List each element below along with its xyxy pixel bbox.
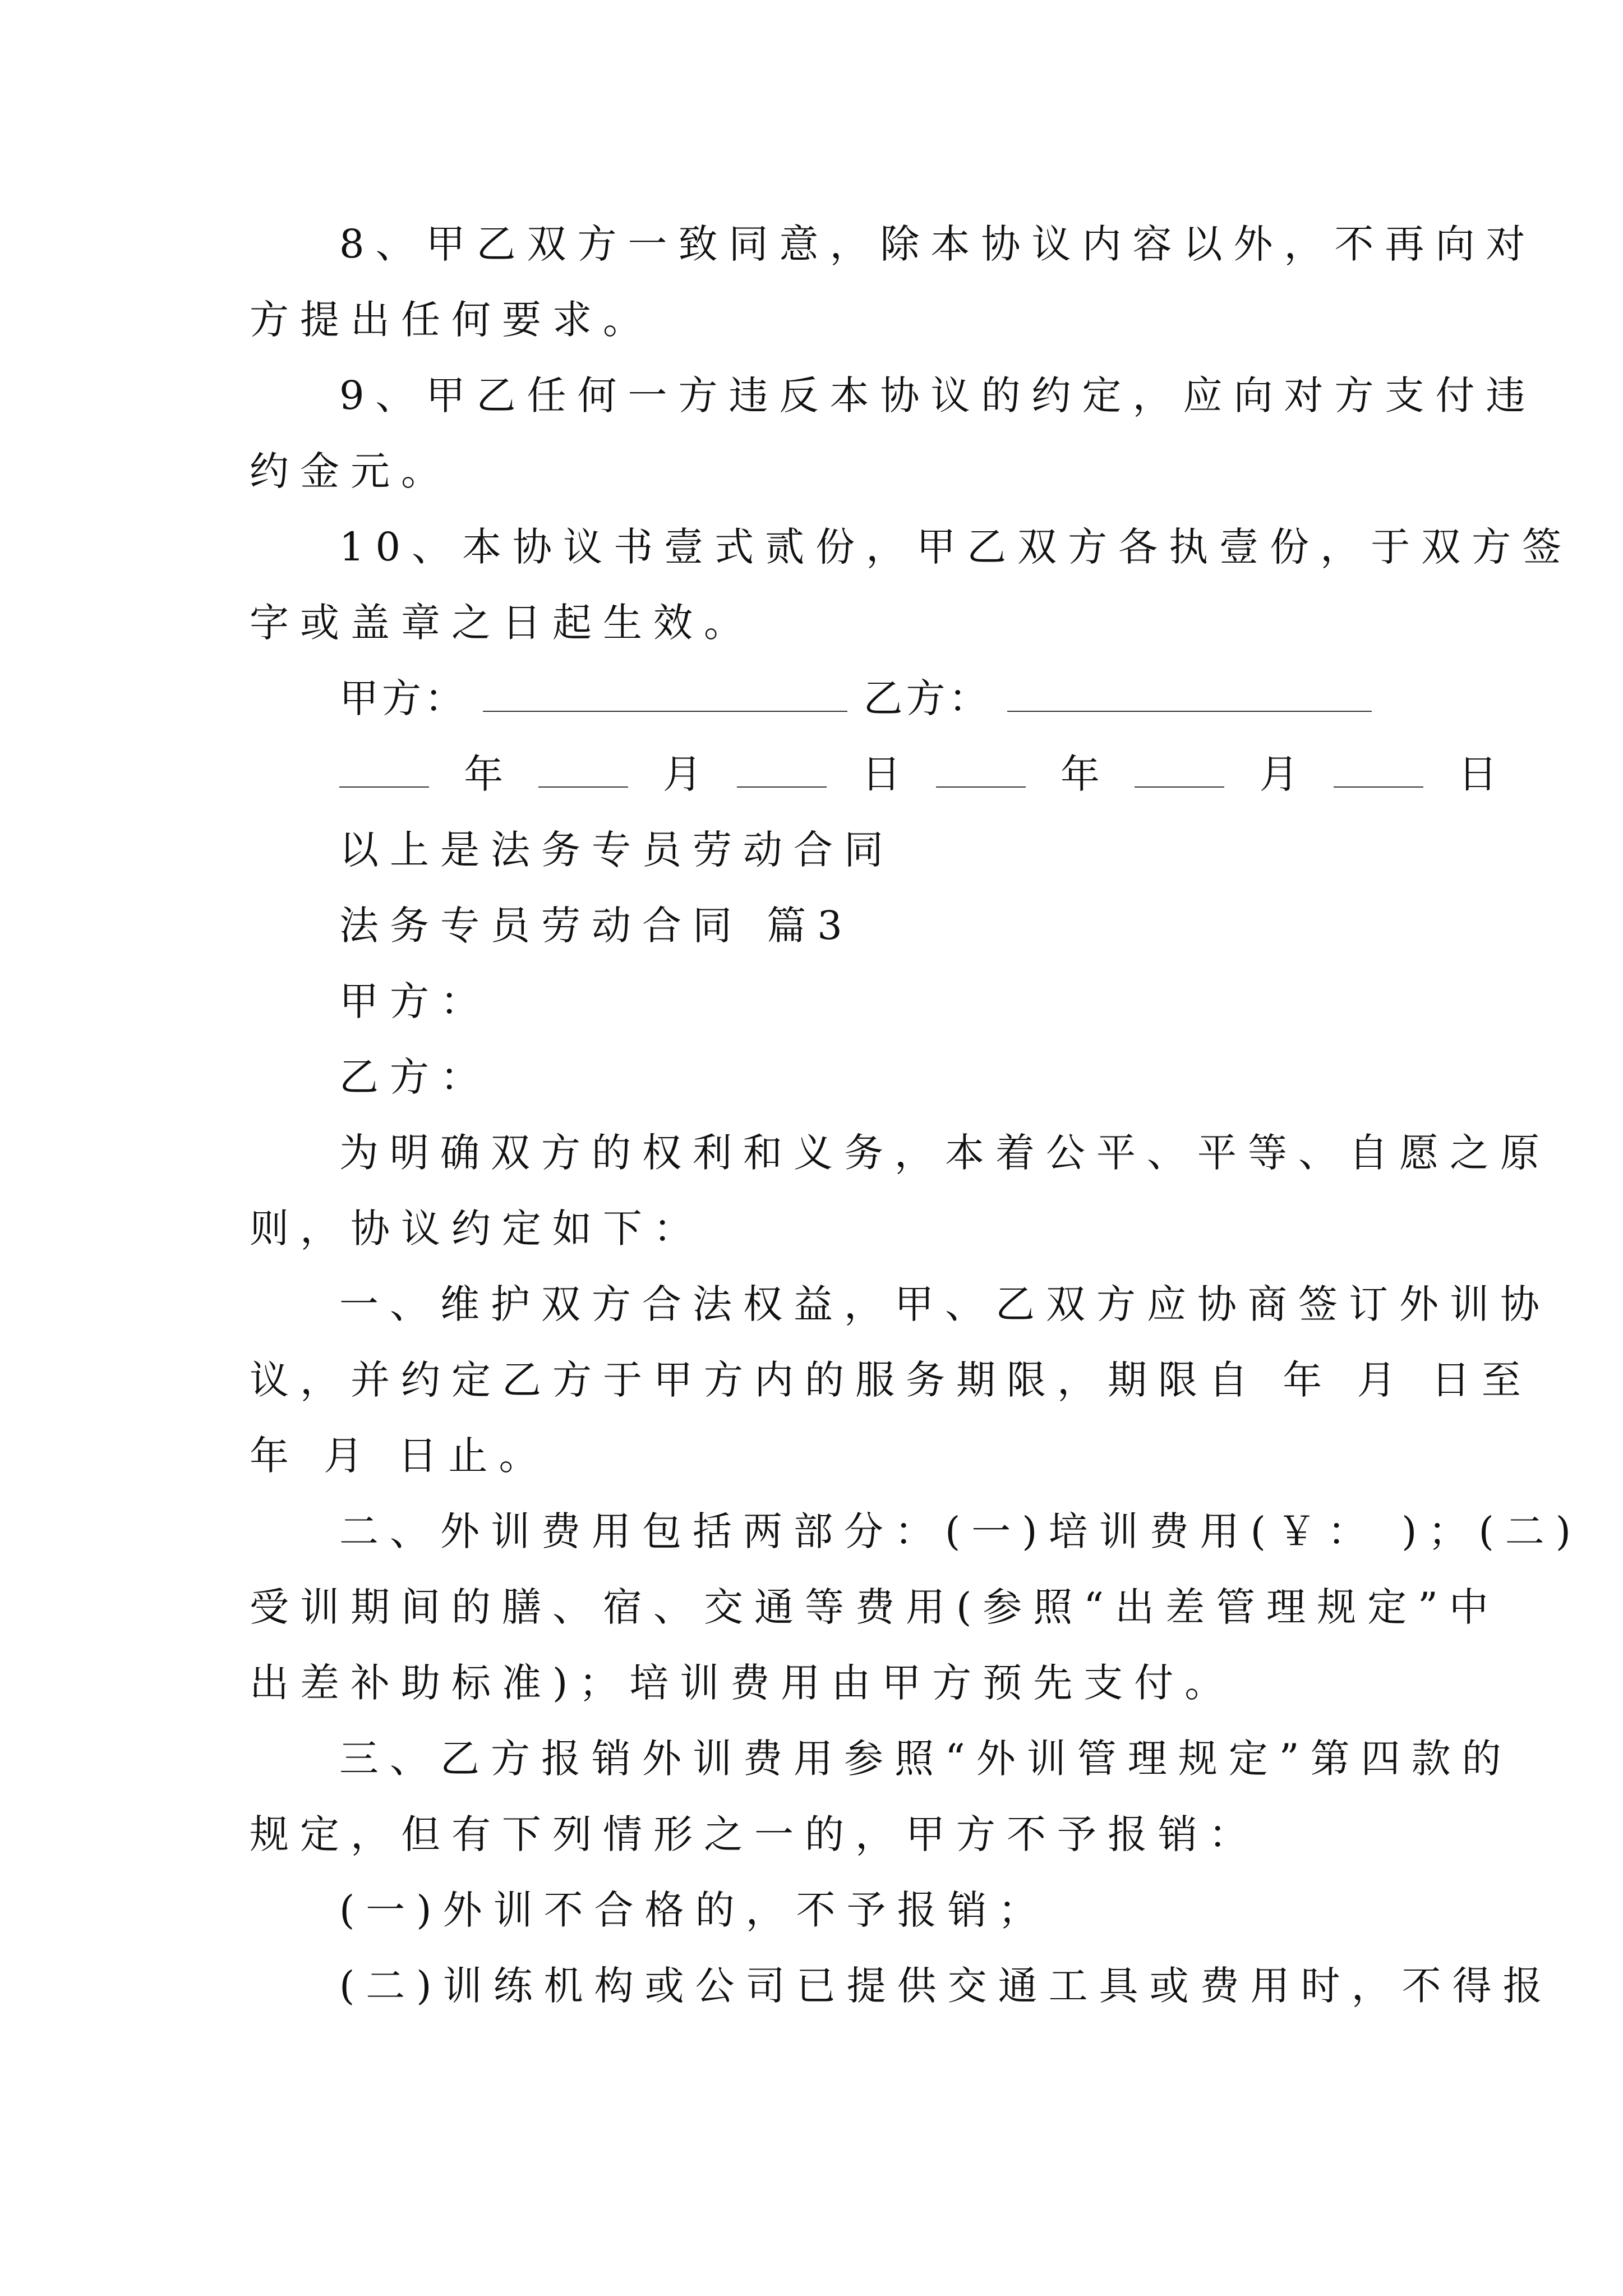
- article-2-line-3: 出差补助标准)；培训费用由甲方预先支付。: [250, 1660, 1235, 1706]
- clause-9-line-2: 约金元。: [250, 448, 451, 494]
- party-b-line: 乙方：: [339, 1054, 491, 1100]
- clause-8-line-1: 8、甲乙双方一致同意，除本协议内容以外，不再向对: [339, 221, 1537, 267]
- party-a-year-label: 年: [464, 751, 504, 797]
- party-b-year-blank: [936, 747, 1026, 788]
- party-a-signature-label: 甲方：: [339, 675, 467, 721]
- signature-parties-row: [339, 670, 1472, 726]
- preamble-line-2: 则，协议约定如下：: [250, 1205, 704, 1251]
- party-b-signature-label: 乙方：: [863, 675, 992, 721]
- article-1-line-3: 年 月 日止。: [250, 1433, 550, 1479]
- party-b-day-label: 日: [1458, 751, 1497, 797]
- clause-8-line-2: 方提出任何要求。: [250, 297, 653, 343]
- sub-item-1: (一)外训不合格的，不予报销；: [339, 1887, 1049, 1933]
- preamble-line-1: 为明确双方的权利和义务，本着公平、平等、自愿之原: [339, 1130, 1551, 1176]
- party-a-month-label: 月: [662, 751, 702, 797]
- clause-10-line-2: 字或盖章之日起生效。: [250, 600, 754, 646]
- party-b-day-blank: [1334, 747, 1423, 788]
- closing-line: 以上是法务专员劳动合同: [339, 827, 895, 873]
- party-a-month-blank: [538, 747, 628, 788]
- party-a-day-label: 日: [861, 751, 901, 797]
- clause-10-line-1: 10、本协议书壹式贰份，甲乙双方各执壹份，于双方签: [339, 524, 1573, 570]
- party-a-line: 甲方：: [339, 978, 491, 1024]
- party-b-month-blank: [1135, 747, 1224, 788]
- article-2-line-1: 二、外训费用包括两部分：(一)培训费用(￥： )；(二): [339, 1508, 1583, 1554]
- clause-9-line-1: 9、甲乙任何一方违反本协议的约定，应向对方支付违: [339, 372, 1537, 418]
- article-1-line-2: 议，并约定乙方于甲方内的服务期限，期限自 年 月 日至: [250, 1357, 1532, 1403]
- party-b-month-label: 月: [1259, 751, 1299, 797]
- party-b-year-label: 年: [1060, 751, 1100, 797]
- sub-item-2: (二)训练机构或公司已提供交通工具或费用时，不得报: [339, 1963, 1553, 2009]
- signature-dates-row: [339, 746, 1497, 802]
- party-a-year-blank: [339, 747, 429, 788]
- article-2-line-2: 受训期间的膳、宿、交通等费用(参照“出差管理规定”中: [250, 1584, 1500, 1630]
- section-title: 法务专员劳动合同 篇3: [339, 903, 854, 949]
- party-a-signature-blank: [483, 671, 847, 712]
- article-3-line-2: 规定，但有下列情形之一的，甲方不予报销：: [250, 1811, 1259, 1857]
- party-a-day-blank: [737, 747, 827, 788]
- article-1-line-1: 一、维护双方合法权益，甲、乙双方应协商签订外训协: [339, 1281, 1551, 1327]
- party-b-signature-blank: [1007, 671, 1372, 712]
- article-3-line-1: 三、乙方报销外训费用参照“外训管理规定”第四款的: [339, 1736, 1513, 1782]
